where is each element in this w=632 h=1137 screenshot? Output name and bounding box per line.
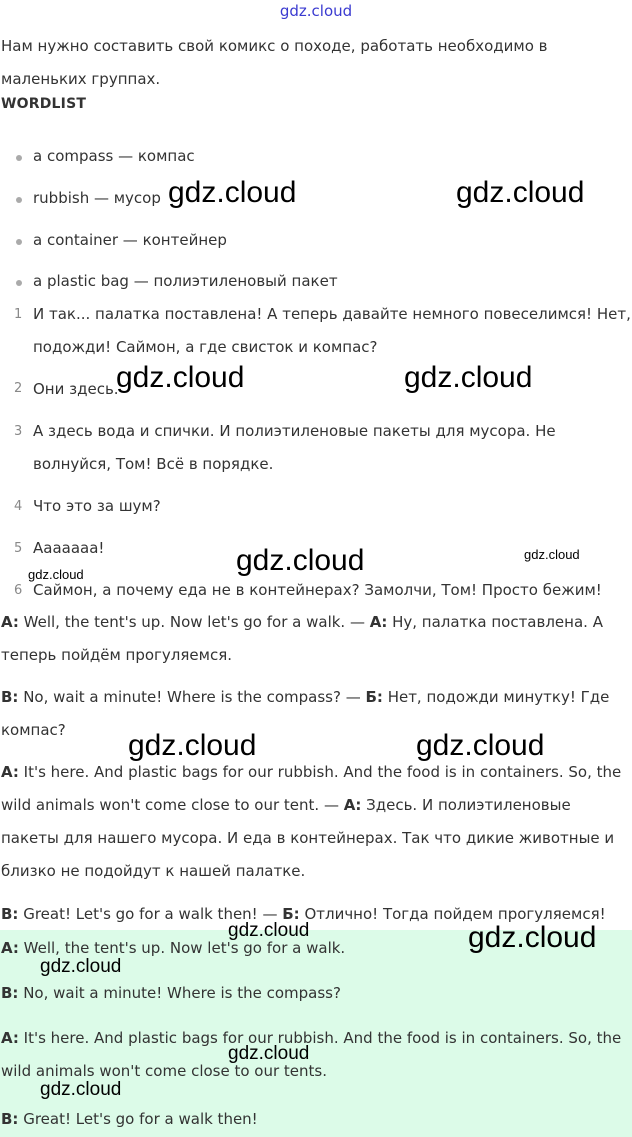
bullet-icon xyxy=(16,239,22,245)
wordlist-item: a container — контейнер xyxy=(33,231,227,249)
intro-text: Нам нужно составить свой комикс о походе, работать необходимо в маленьких группах. xyxy=(1,37,548,88)
numbered-item: А здесь вода и спички. И полиэтиленовые пакеты для мусора. Не волнуйся, Том! Всё в порядке. xyxy=(33,422,556,473)
speaker-label: B: xyxy=(1,1110,19,1128)
watermark: gdz.cloud xyxy=(404,361,533,394)
list-number: 6 xyxy=(14,583,23,598)
watermark: gdz.cloud xyxy=(28,567,84,582)
wordlist-item: a plastic bag — полиэтиленовый пакет xyxy=(33,272,338,290)
speaker-label: Б: xyxy=(282,905,300,923)
dialogue-english: No, wait a minute! Where is the compass? — xyxy=(18,688,366,706)
watermark: gdz.cloud xyxy=(456,176,585,209)
list-number: 5 xyxy=(14,541,23,556)
watermark: gdz.cloud xyxy=(40,1079,122,1100)
watermark: gdz.cloud xyxy=(468,921,597,954)
answer-text: Well, the tent's up. Now let's go for a walk. xyxy=(18,939,346,957)
speaker-label: A: xyxy=(1,613,19,631)
wordlist-item: rubbish — мусор xyxy=(33,189,161,207)
dialogue-line xyxy=(1,606,632,672)
numbered-item: Саймон, а почему еда не в контейнерах? Замолчи, Том! Просто бежим! xyxy=(33,581,602,599)
bullet-icon xyxy=(16,155,22,161)
dialogue-russian: Ну, палатка поставлена. А теперь пойдём прогуляемся. xyxy=(1,613,603,664)
speaker-label: B: xyxy=(1,984,19,1002)
dialogue-english: Well, the tent's up. Now let's go for a walk. — xyxy=(18,613,370,631)
answer-text: It's here. And plastic bags for our rubbish. And the food is in containers. So, the wild animals won't come close to our tents. xyxy=(1,1029,622,1080)
list-number: 3 xyxy=(14,424,23,439)
watermark: gdz.cloud xyxy=(524,547,580,562)
wordlist-heading: WORDLIST xyxy=(1,96,87,112)
numbered-item: И так... палатка поставлена! А теперь давайте немного повеселимся! Нет, подожди! Саймон, а где свисток и компас? xyxy=(33,305,631,356)
speaker-label: А: xyxy=(369,613,388,631)
numbered-item: Ааааааа! xyxy=(33,539,105,557)
speaker-label: A: xyxy=(1,939,19,957)
watermark: gdz.cloud xyxy=(236,544,365,577)
numbered-item: Что это за шум? xyxy=(33,497,161,515)
site-watermark-top: gdz.cloud xyxy=(279,2,353,20)
speaker-label: Б: xyxy=(365,688,383,706)
numbered-item: Они здесь. xyxy=(33,380,119,398)
watermark: gdz.cloud xyxy=(40,956,122,977)
watermark: gdz.cloud xyxy=(416,729,545,762)
list-number: 1 xyxy=(14,307,23,322)
dialogue-russian: Нет, подожди минутку! Где компас? xyxy=(1,688,610,739)
watermark: gdz.cloud xyxy=(128,729,257,762)
dialogue-line xyxy=(1,756,632,888)
list-number: 2 xyxy=(14,381,23,396)
watermark: gdz.cloud xyxy=(168,176,297,209)
speaker-label: A: xyxy=(1,1029,19,1047)
dialogue-russian: Отлично! Тогда пойдем прогуляемся! xyxy=(299,905,606,923)
answer-text: No, wait a minute! Where is the compass? xyxy=(18,984,341,1002)
answer-line xyxy=(1,977,632,1010)
dialogue-english: Great! Let's go for a walk then! — xyxy=(18,905,283,923)
speaker-label: B: xyxy=(1,905,19,923)
watermark: gdz.cloud xyxy=(228,920,310,941)
bullet-icon xyxy=(16,280,22,286)
list-number: 4 xyxy=(14,499,23,514)
bullet-icon xyxy=(16,197,22,203)
speaker-label: А: xyxy=(343,796,362,814)
watermark: gdz.cloud xyxy=(116,361,245,394)
dialogue-russian: Здесь. И полиэтиленовые пакеты для нашего мусора. И еда в контейнерах. Так что дикие животные и близко не подойдут к нашей палатке. xyxy=(1,796,615,880)
speaker-label: B: xyxy=(1,688,19,706)
watermark: gdz.cloud xyxy=(228,1043,310,1064)
answer-text: Great! Let's go for a walk then! xyxy=(18,1110,258,1128)
dialogue-english: It's here. And plastic bags for our rubbish. And the food is in containers. So, the wild animals won't come close to our tent. — xyxy=(1,763,622,814)
answer-line xyxy=(1,1103,632,1136)
speaker-label: A: xyxy=(1,763,19,781)
wordlist-item: a compass — компас xyxy=(33,147,195,165)
